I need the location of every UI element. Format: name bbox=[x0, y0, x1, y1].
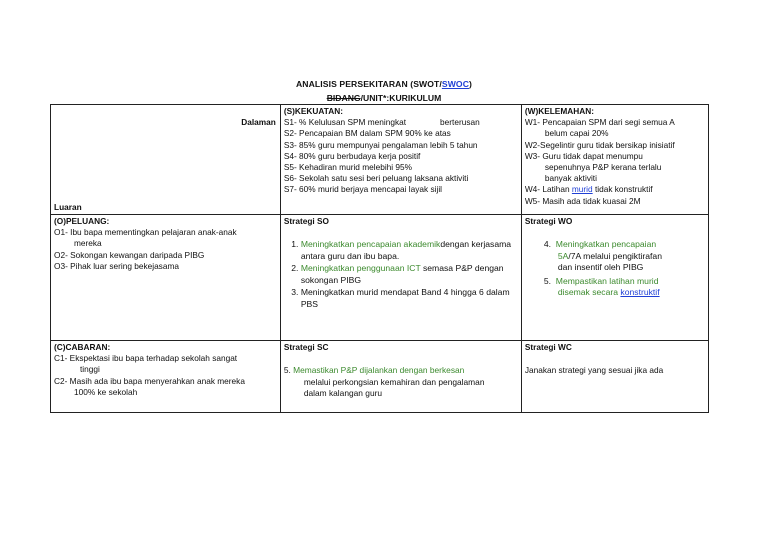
page-title: ANALISIS PERSEKITARAN (SWOT/SWOC) bbox=[296, 79, 472, 89]
konstruktif-link[interactable]: konstruktif bbox=[620, 287, 660, 298]
wo-title: Strategi WO bbox=[524, 216, 573, 226]
corner-cell bbox=[51, 105, 281, 215]
weakness-item: W1- Pencapaian SPM dari segi semua A bbox=[524, 117, 675, 128]
strength-item: S2- Pencapaian BM dalam SPM 90% ke atas bbox=[283, 128, 451, 139]
weaknesses-title: (W)KELEMAHAN: bbox=[524, 106, 594, 116]
sc-cell bbox=[280, 341, 521, 413]
strength-item: S6- Sekolah satu sesi beri peluang laksana aktiviti bbox=[283, 173, 469, 184]
murid-link[interactable]: murid bbox=[571, 184, 593, 195]
so-title: Strategi SO bbox=[283, 216, 330, 226]
page-subtitle bbox=[0, 93, 768, 103]
wc-cell bbox=[521, 341, 708, 413]
sc-item: 5. Memastikan P&P dijalankan dengan berkesan melalui perkongsian kemahiran dan pengalaman dalam kalangan guru bbox=[283, 365, 485, 398]
weakness-item: W5- Masih ada tidak kuasai 2M bbox=[524, 195, 641, 206]
strengths-cell bbox=[280, 105, 521, 215]
threat-item-cont: 100% ke sekolah bbox=[74, 386, 138, 397]
weakness-item-cont: banyak aktiviti bbox=[544, 173, 597, 184]
subtitle-struck: BIDANG bbox=[326, 93, 361, 103]
wc-title: Strategi WC bbox=[524, 342, 572, 352]
wo-item: 5. Mempastikan latihan murid disemak secara konstruktif bbox=[543, 275, 660, 298]
wo-item: 4. Meningkatkan pencapaian 5A/7A melalui pengiktirafan dan insentif oleh PIBG bbox=[543, 239, 662, 273]
label-dalaman: Dalaman bbox=[241, 117, 276, 127]
strength-item: S4- 80% guru berbudaya kerja positif bbox=[283, 150, 421, 161]
so-item: 3. Meningkatkan murid mendapat Band 4 hingga 6 dalam PBS bbox=[301, 287, 518, 310]
so-item: 1. Meningkatkan pencapaian akademikdengan kerjasama antara guru dan ibu bapa. bbox=[301, 239, 518, 262]
swot-table bbox=[50, 104, 709, 413]
wo-list bbox=[525, 239, 705, 299]
strength-item: S3- 85% guru mempunyai pengalaman lebih 5 tahun bbox=[283, 139, 478, 150]
strengths-title: (S)KEKUATAN: bbox=[283, 106, 343, 116]
so-item: 2. Meningkatkan penggunaan ICT semasa P&P dengan sokongan PIBG bbox=[301, 263, 518, 286]
swoc-link[interactable]: SWOC bbox=[441, 79, 470, 89]
strength-item: S1- % Kelulusan SPM meningkat berterusan bbox=[283, 117, 480, 128]
opportunities-cell bbox=[51, 215, 281, 341]
threat-item: C1- Ekspektasi ibu bapa terhadap sekolah sangat bbox=[54, 353, 238, 364]
opportunity-item-cont: mereka bbox=[74, 238, 102, 249]
weakness-item: W2-Segelintir guru tidak bersikap inisiatif bbox=[524, 139, 675, 150]
subtitle-rest: /UNIT*:KURIKULUM bbox=[360, 93, 442, 103]
threats-title: (C)CABARAN: bbox=[54, 342, 111, 352]
label-luaran: Luaran bbox=[54, 201, 82, 212]
weakness-item: W3- Guru tidak dapat menumpu bbox=[524, 150, 643, 161]
wo-cell bbox=[521, 215, 708, 341]
weaknesses-cell bbox=[521, 105, 708, 215]
strength-item: S7- 60% murid berjaya mencapai layak sijil bbox=[283, 184, 442, 195]
so-cell bbox=[280, 215, 521, 341]
opportunity-item: O3- Pihak luar sering bekejasama bbox=[54, 260, 179, 271]
sc-title: Strategi SC bbox=[283, 342, 329, 352]
so-list bbox=[284, 239, 518, 310]
wc-text: Janakan strategi yang sesuai jika ada bbox=[524, 365, 664, 376]
opportunity-item: O1- Ibu bapa mementingkan pelajaran anak-anak bbox=[54, 227, 237, 238]
opportunities-title: (O)PELUANG: bbox=[54, 216, 110, 226]
opportunity-item: O2- Sokongan kewangan daripada PIBG bbox=[54, 249, 205, 260]
weakness-item-cont: sepenuhnya P&P kerana terlalu bbox=[544, 162, 662, 173]
weakness-item-cont: belum capai 20% bbox=[544, 128, 609, 139]
threats-cell bbox=[51, 341, 281, 413]
threat-item-cont: tinggi bbox=[80, 364, 100, 375]
weakness-item: W4- Latihan murid tidak konstruktif bbox=[524, 184, 653, 195]
strength-item: S5- Kehadiran murid melebihi 95% bbox=[283, 162, 413, 173]
threat-item: C2- Masih ada ibu bapa menyerahkan anak mereka bbox=[54, 375, 245, 386]
